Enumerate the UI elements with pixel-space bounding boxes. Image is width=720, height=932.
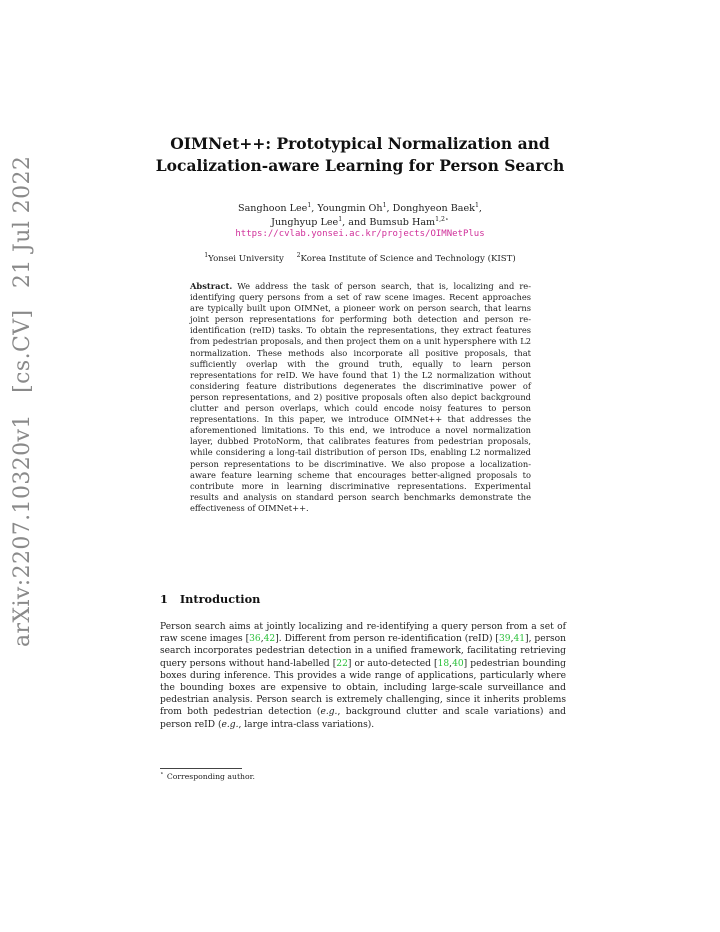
abstract-text: We address the task of person search, that is, localizing and re-identifying query persons from a set of raw scene images. Recent approaches are typically built upon OIMNet, a pioneer work on person search, that learns joint person representations for performing both detection and person re-identification (reID) tasks. To obtain the representations, they extract features from pedestrian proposals, and then project them on a unit hypersphere with L2 normalization. These methods also incorporate all positive proposals, that sufficiently overlap with the ground truth, equally to learn person representations for reID. We have found that 1) the L2 normalization without considering feature distributions degenerates the discriminative power of person representations, and 2) positive proposals often also depict background clutter and person overlaps, which could encode noisy features to person representations. In this paper, we introduce OIMNet++ that addresses the aforementioned limitations. To this end, we introduce a novel normalization layer, dubbed ProtoNorm, that calibrates features from pedestrian proposals, while considering a long-tail distribution of person IDs, enabling L2 normalized person representations to be discriminative. We also propose a localization-aware feature learning scheme that encourages better-aligned proposals to contribute more in learning discriminative representations. Experimental results and analysis on standard person search benchmarks demonstrate the effectiveness of OIMNet++. [190,281,531,513]
intro-text-run: , background clutter and scale variations) and person reID ( [160,707,566,730]
intro-text-run: ]. Different from person re-identification (reID) [ [275,634,499,645]
intro-text-run: ] pedestrian bounding boxes during inference. This provides a wide range of applications, particularly where the bounding boxes are expensive to obtain, including large-scale surveillance and pedestrian analysis. Person search is extremely challenging, since it inherits problems from both pedestrian detection ( [160,658,566,718]
arxiv-category: [cs.CV] [10,309,35,393]
arxiv-id: arXiv:2207.10320v1 [10,414,35,647]
affiliations [160,254,560,264]
intro-text-run: ], person search incorporates pedestrian detection in a unified framework, facilitating retrieving query persons without hand-labelled [ [160,634,566,669]
intro-text-run: , [510,634,514,645]
citation-link[interactable]: 36 [249,634,261,645]
section-heading [160,592,260,606]
author: Sanghoon Lee$^1$, [238,202,318,214]
introduction-paragraph [160,621,566,731]
footnote-symbol: ⋆ [160,770,164,777]
abstract-label: Abstract. [190,281,233,291]
author-list [160,202,560,229]
author: Junghyup Lee$^1$, and [271,215,370,228]
citation-link[interactable]: 18 [437,658,450,669]
intro-text-run: [ [245,634,250,645]
author: Youngmin Oh$^1$, [317,202,393,214]
intro-text-run: Person search aims at jointly localizing and re-identifying a query person from a set of raw scene images [160,622,566,645]
title-line-2: Localization-aware Learning for Person Search [155,156,565,175]
section-number: 1 [160,592,168,606]
citation-link[interactable]: 41 [513,634,526,645]
intro-text-run: ] or auto-detected [ [347,658,438,669]
citation-link[interactable]: 22 [336,658,348,669]
affiliation: $^2$Korea Institute of Science and Technology (KIST) [296,252,516,264]
intro-emphasis: e.g. [221,719,239,730]
footnote-text: Corresponding author. [166,772,255,781]
arxiv-identifier-stamp [6,155,40,654]
title-line-1: OIMNet++: Prototypical Normalization and [170,134,550,153]
arxiv-date: 21 Jul 2022 [10,155,35,289]
citation-link[interactable]: 39 [498,634,511,645]
paper-title [140,133,580,177]
project-url-link[interactable]: https://cvlab.yonsei.ac.kr/projects/OIMNetPlus [235,229,485,239]
author: Bumsub Ham$^{1,2⋆}$ [369,215,449,228]
abstract [190,281,531,514]
affiliation: $^1$Yonsei University [204,252,284,264]
intro-text-run: , [260,634,264,645]
author: Donghyeon Baek$^1$, [392,202,482,214]
intro-emphasis: e.g. [320,707,338,718]
intro-text-run: , large intra-class variations). [238,719,375,730]
footnote-rule [160,768,242,769]
citation-link[interactable]: 42 [263,634,276,645]
intro-text [160,621,566,731]
intro-text-run: , [449,658,453,669]
citation-link[interactable]: 40 [452,658,464,669]
footnote [160,772,255,781]
section-title: Introduction [179,592,261,606]
